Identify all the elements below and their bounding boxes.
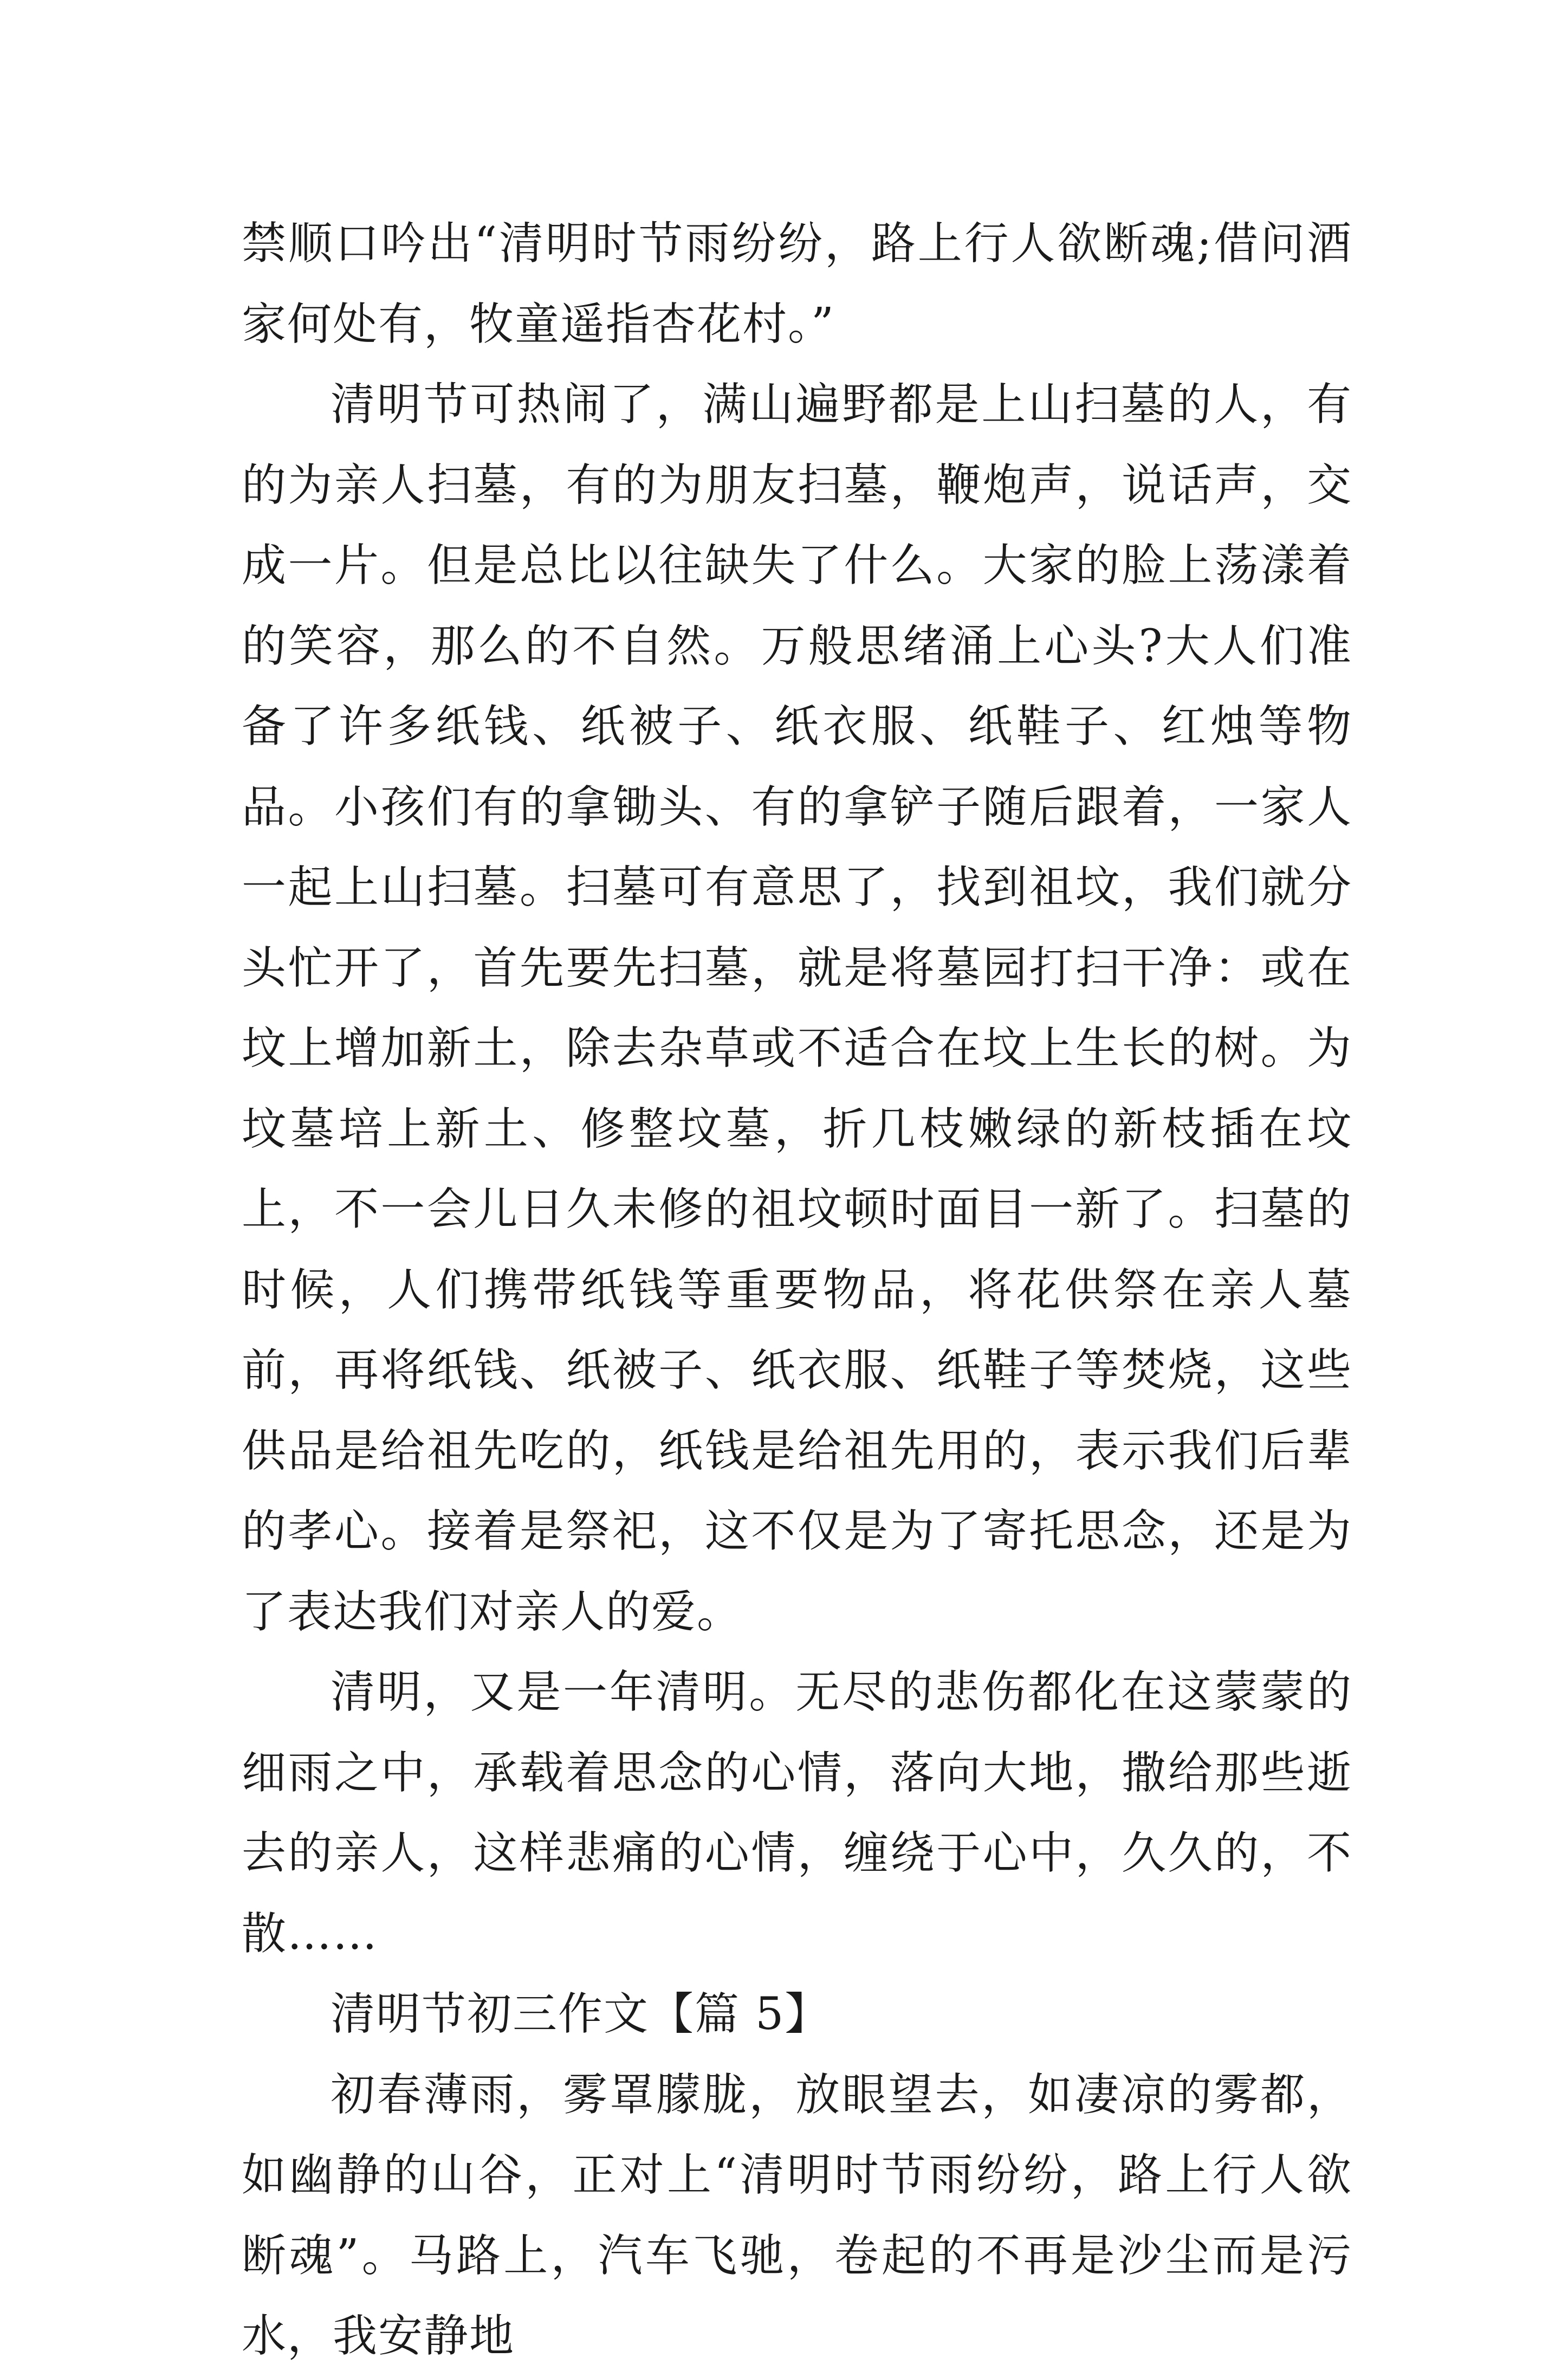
section-heading: 清明节初三作文【篇 5】 (331, 1988, 831, 2040)
paragraph-poem-quote: 禁顺口吟出“清明时节雨纷纷，路上行人欲断魂;借问酒家何处有，牧童遥指杏花村。” (242, 218, 1352, 350)
paragraph-qingming-sorrow: 清明，又是一年清明。无尽的悲伤都化在这蒙蒙的细雨之中，承载着思念的心情，落向大地，撒给那些逝去的亲人，这样悲痛的心情，缠绕于心中，久久的，不散…… (242, 1667, 1352, 1960)
paragraph-early-spring-rain: 初春薄雨，雾罩朦胧，放眼望去，如凄凉的雾都，如幽静的山谷，正对上“清明时节雨纷纷，路上行人欲断魂”。马路上，汽车飞驰，卷起的不再是沙尘而是污水，我安静地 (242, 2069, 1352, 2362)
document-body (242, 204, 1352, 2377)
paragraph-tomb-sweeping: 清明节可热闹了，满山遍野都是上山扫墓的人，有的为亲人扫墓，有的为朋友扫墓，鞭炮声，说话声，交成一片。但是总比以往缺失了什么。大家的脸上荡漾着的笑容，那么的不自然。万般思绪涌上心头?大人们准备了许多纸钱、纸被子、纸衣服、纸鞋子、红烛等物品。小孩们有的拿锄头、有的拿铲子随后跟着，一家人一起上山扫墓。扫墓可有意思了，找到祖坟，我们就分头忙开了，首先要先扫墓，就是将墓园打扫干净：或在坟上增加新土，除去杂草或不适合在坟上生长的树。为坟墓培上新土、修整坟墓，折几枝嫩绿的新枝插在坟上，不一会儿日久未修的祖坟顿时面目一新了。扫墓的时候，人们携带纸钱等重要物品，将花供祭在亲人墓前，再将纸钱、纸被子、纸衣服、纸鞋子等焚烧，这些供品是给祖先吃的，纸钱是给祖先用的，表示我们后辈的孝心。接着是祭祀，这不仅是为了寄托思念，还是为了表达我们对亲人的爱。 (242, 379, 1352, 1638)
